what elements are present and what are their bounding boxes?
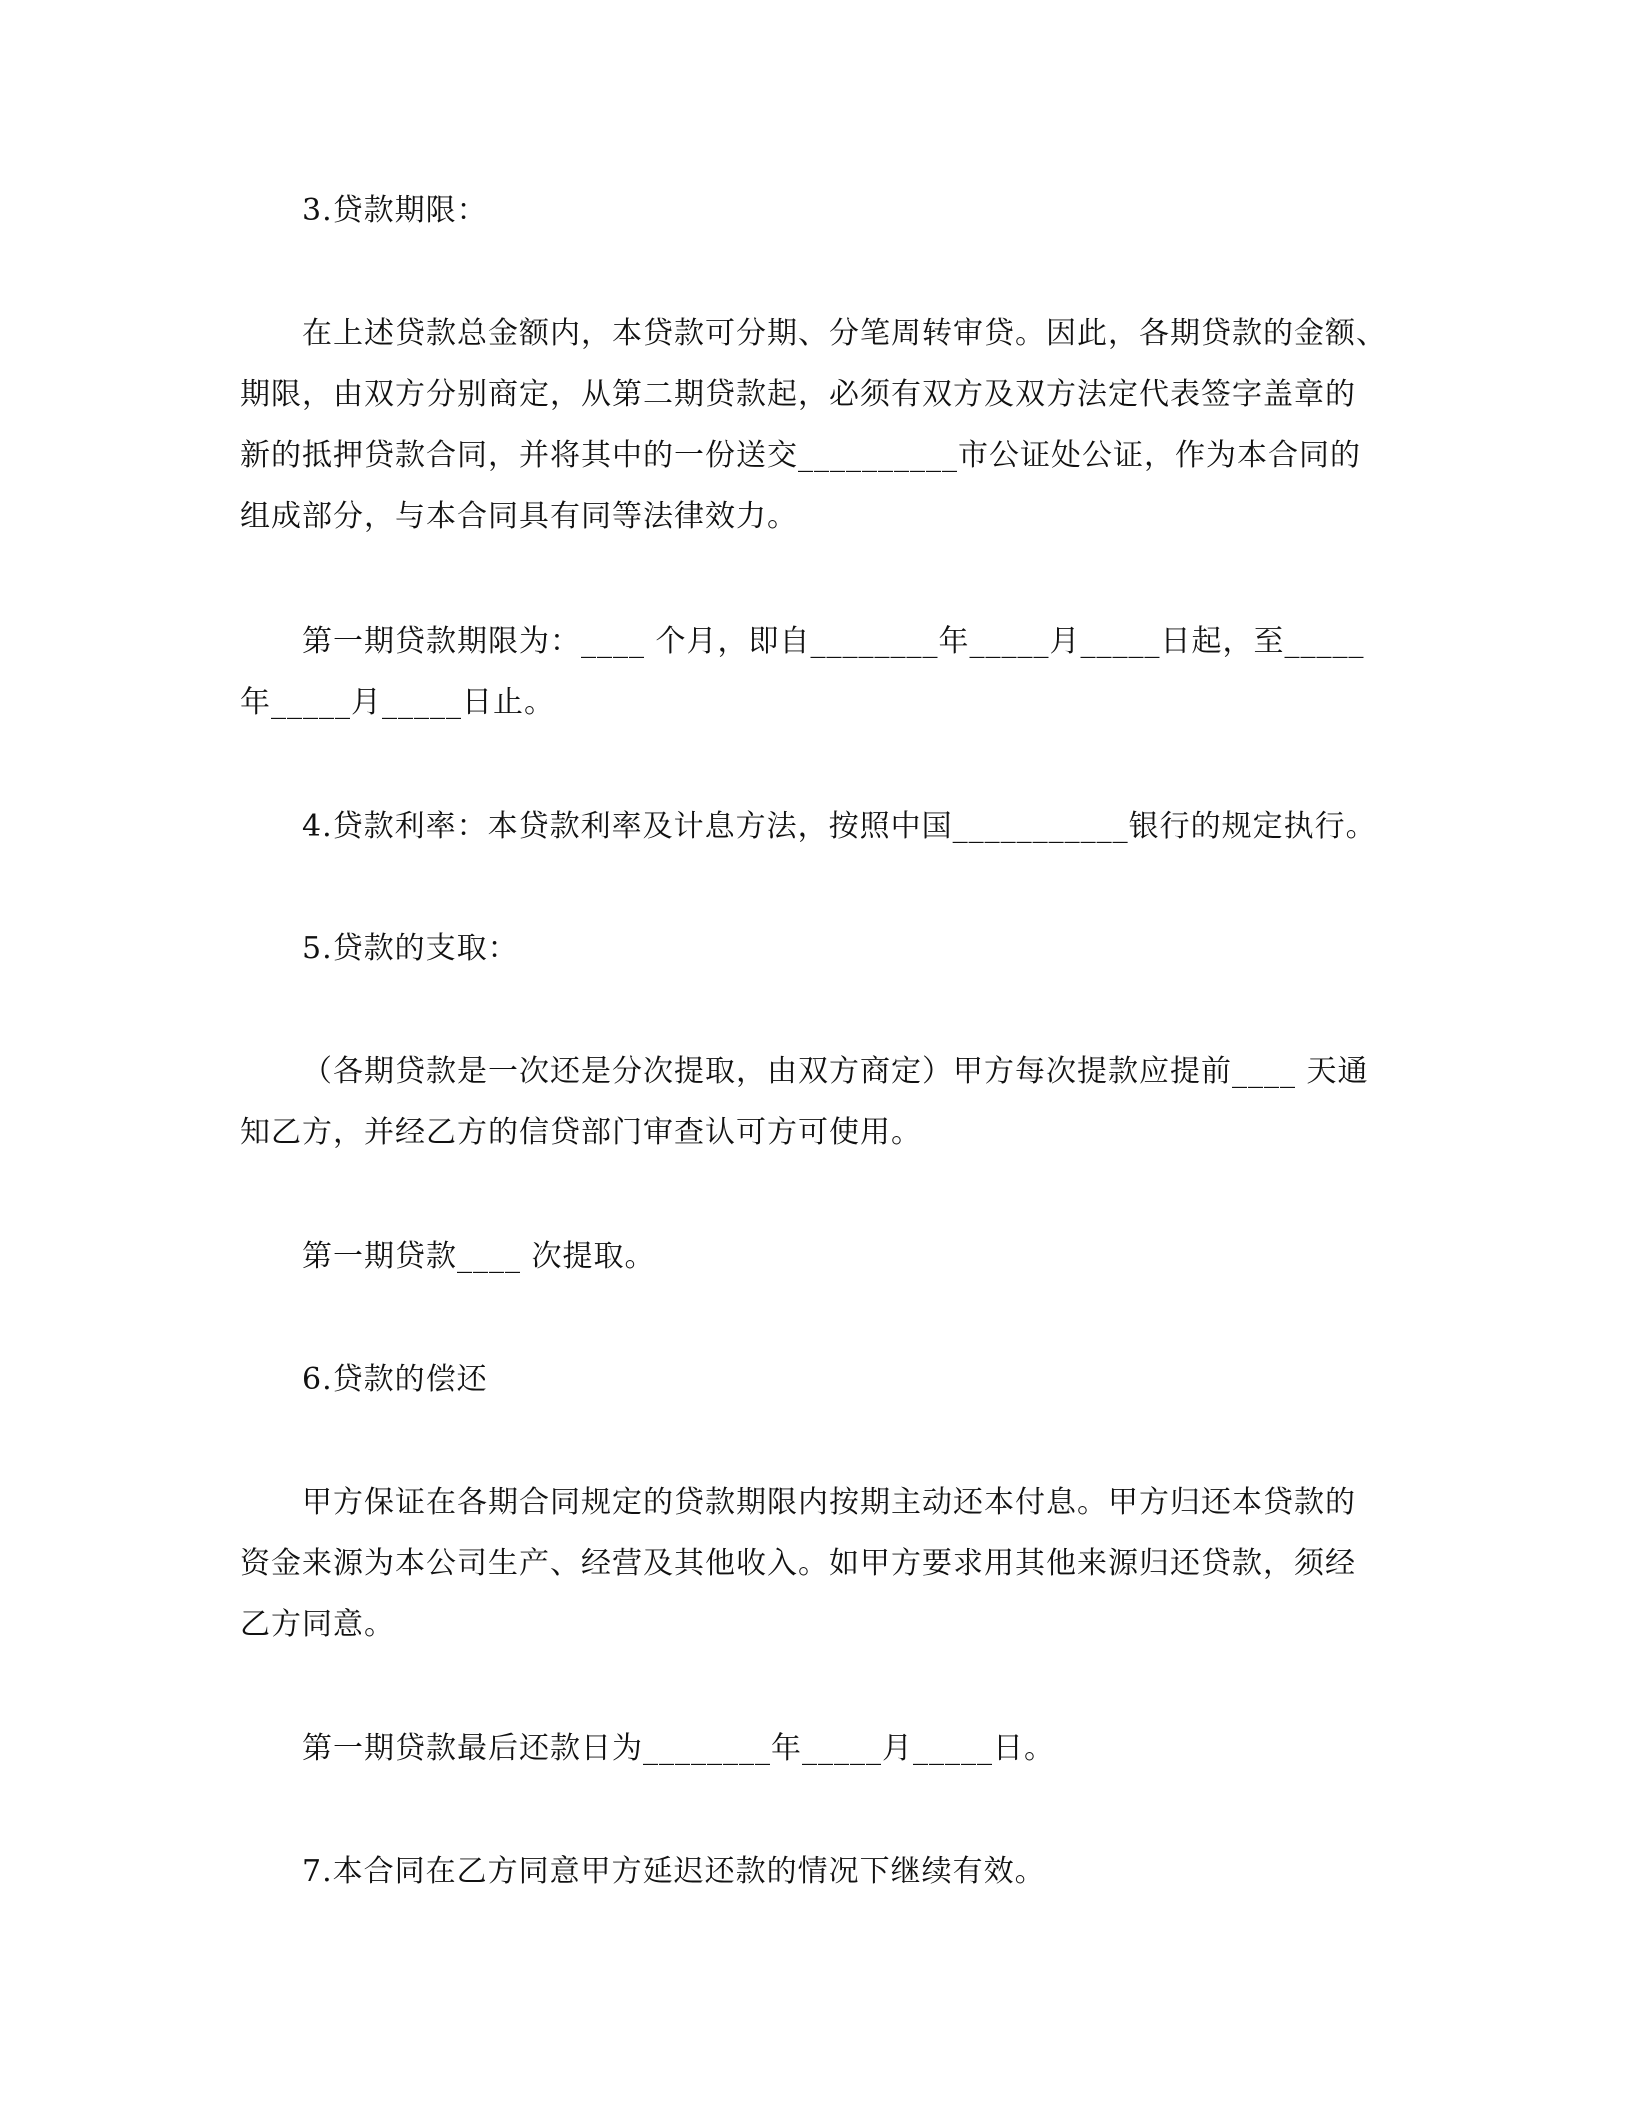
section-3-body-line-3: 新的抵押贷款合同，并将其中的一份送交__________市公证处公证，作为本合同的 — [240, 438, 1361, 473]
section-5-heading-text: 5.贷款的支取： — [302, 931, 519, 966]
section-4 — [240, 796, 1392, 857]
first-period-term — [240, 611, 1392, 733]
section-6-body-line-2: 资金来源为本公司生产、经营及其他收入。如甲方要求用其他来源归还贷款，须经 — [240, 1546, 1356, 1581]
section-7-text: 7.本合同在乙方同意甲方延迟还款的情况下继续有效。 — [302, 1854, 1046, 1889]
section-5-body-line-2: 知乙方，并经乙方的信贷部门审查认可方可使用。 — [240, 1115, 922, 1150]
section-7 — [240, 1841, 1392, 1902]
section-5-heading — [240, 918, 1392, 979]
section-6-body — [240, 1472, 1392, 1655]
first-period-last-repayment — [240, 1718, 1392, 1779]
section-3-heading-text: 3.贷款期限： — [302, 193, 488, 228]
section-6-body-line-1: 甲方保证在各期合同规定的贷款期限内按期主动还本付息。甲方归还本贷款的 — [302, 1485, 1356, 1520]
first-period-withdraw — [240, 1226, 1392, 1287]
section-6-heading-text: 6.贷款的偿还 — [302, 1362, 488, 1397]
first-period-term-line-1: 第一期贷款期限为：____ 个月，即自________年_____月_____日起，至_____ — [302, 624, 1365, 659]
first-period-last-repayment-text: 第一期贷款最后还款日为________年_____月_____日。 — [302, 1731, 1055, 1766]
section-5-body-line-1: （各期贷款是一次还是分次提取，由双方商定）甲方每次提款应提前____ 天通 — [302, 1054, 1369, 1089]
section-3-body-line-1: 在上述贷款总金额内，本贷款可分期、分笔周转审贷。因此，各期贷款的金额、 — [302, 316, 1387, 351]
section-3-body-line-2: 期限，由双方分别商定，从第二期贷款起，必须有双方及双方法定代表签字盖章的 — [240, 377, 1356, 412]
section-3-body-line-4: 组成部分，与本合同具有同等法律效力。 — [240, 499, 798, 534]
section-3-body — [240, 303, 1392, 547]
section-6-body-line-3: 乙方同意。 — [240, 1607, 395, 1642]
section-6-heading — [240, 1349, 1392, 1410]
section-3-heading — [240, 180, 1392, 241]
section-4-text: 4.贷款利率：本贷款利率及计息方法，按照中国___________银行的规定执行。 — [302, 809, 1377, 844]
first-period-term-line-2: 年_____月_____日止。 — [240, 685, 555, 720]
section-5-body — [240, 1041, 1392, 1163]
first-period-withdraw-text: 第一期贷款____ 次提取。 — [302, 1239, 656, 1274]
